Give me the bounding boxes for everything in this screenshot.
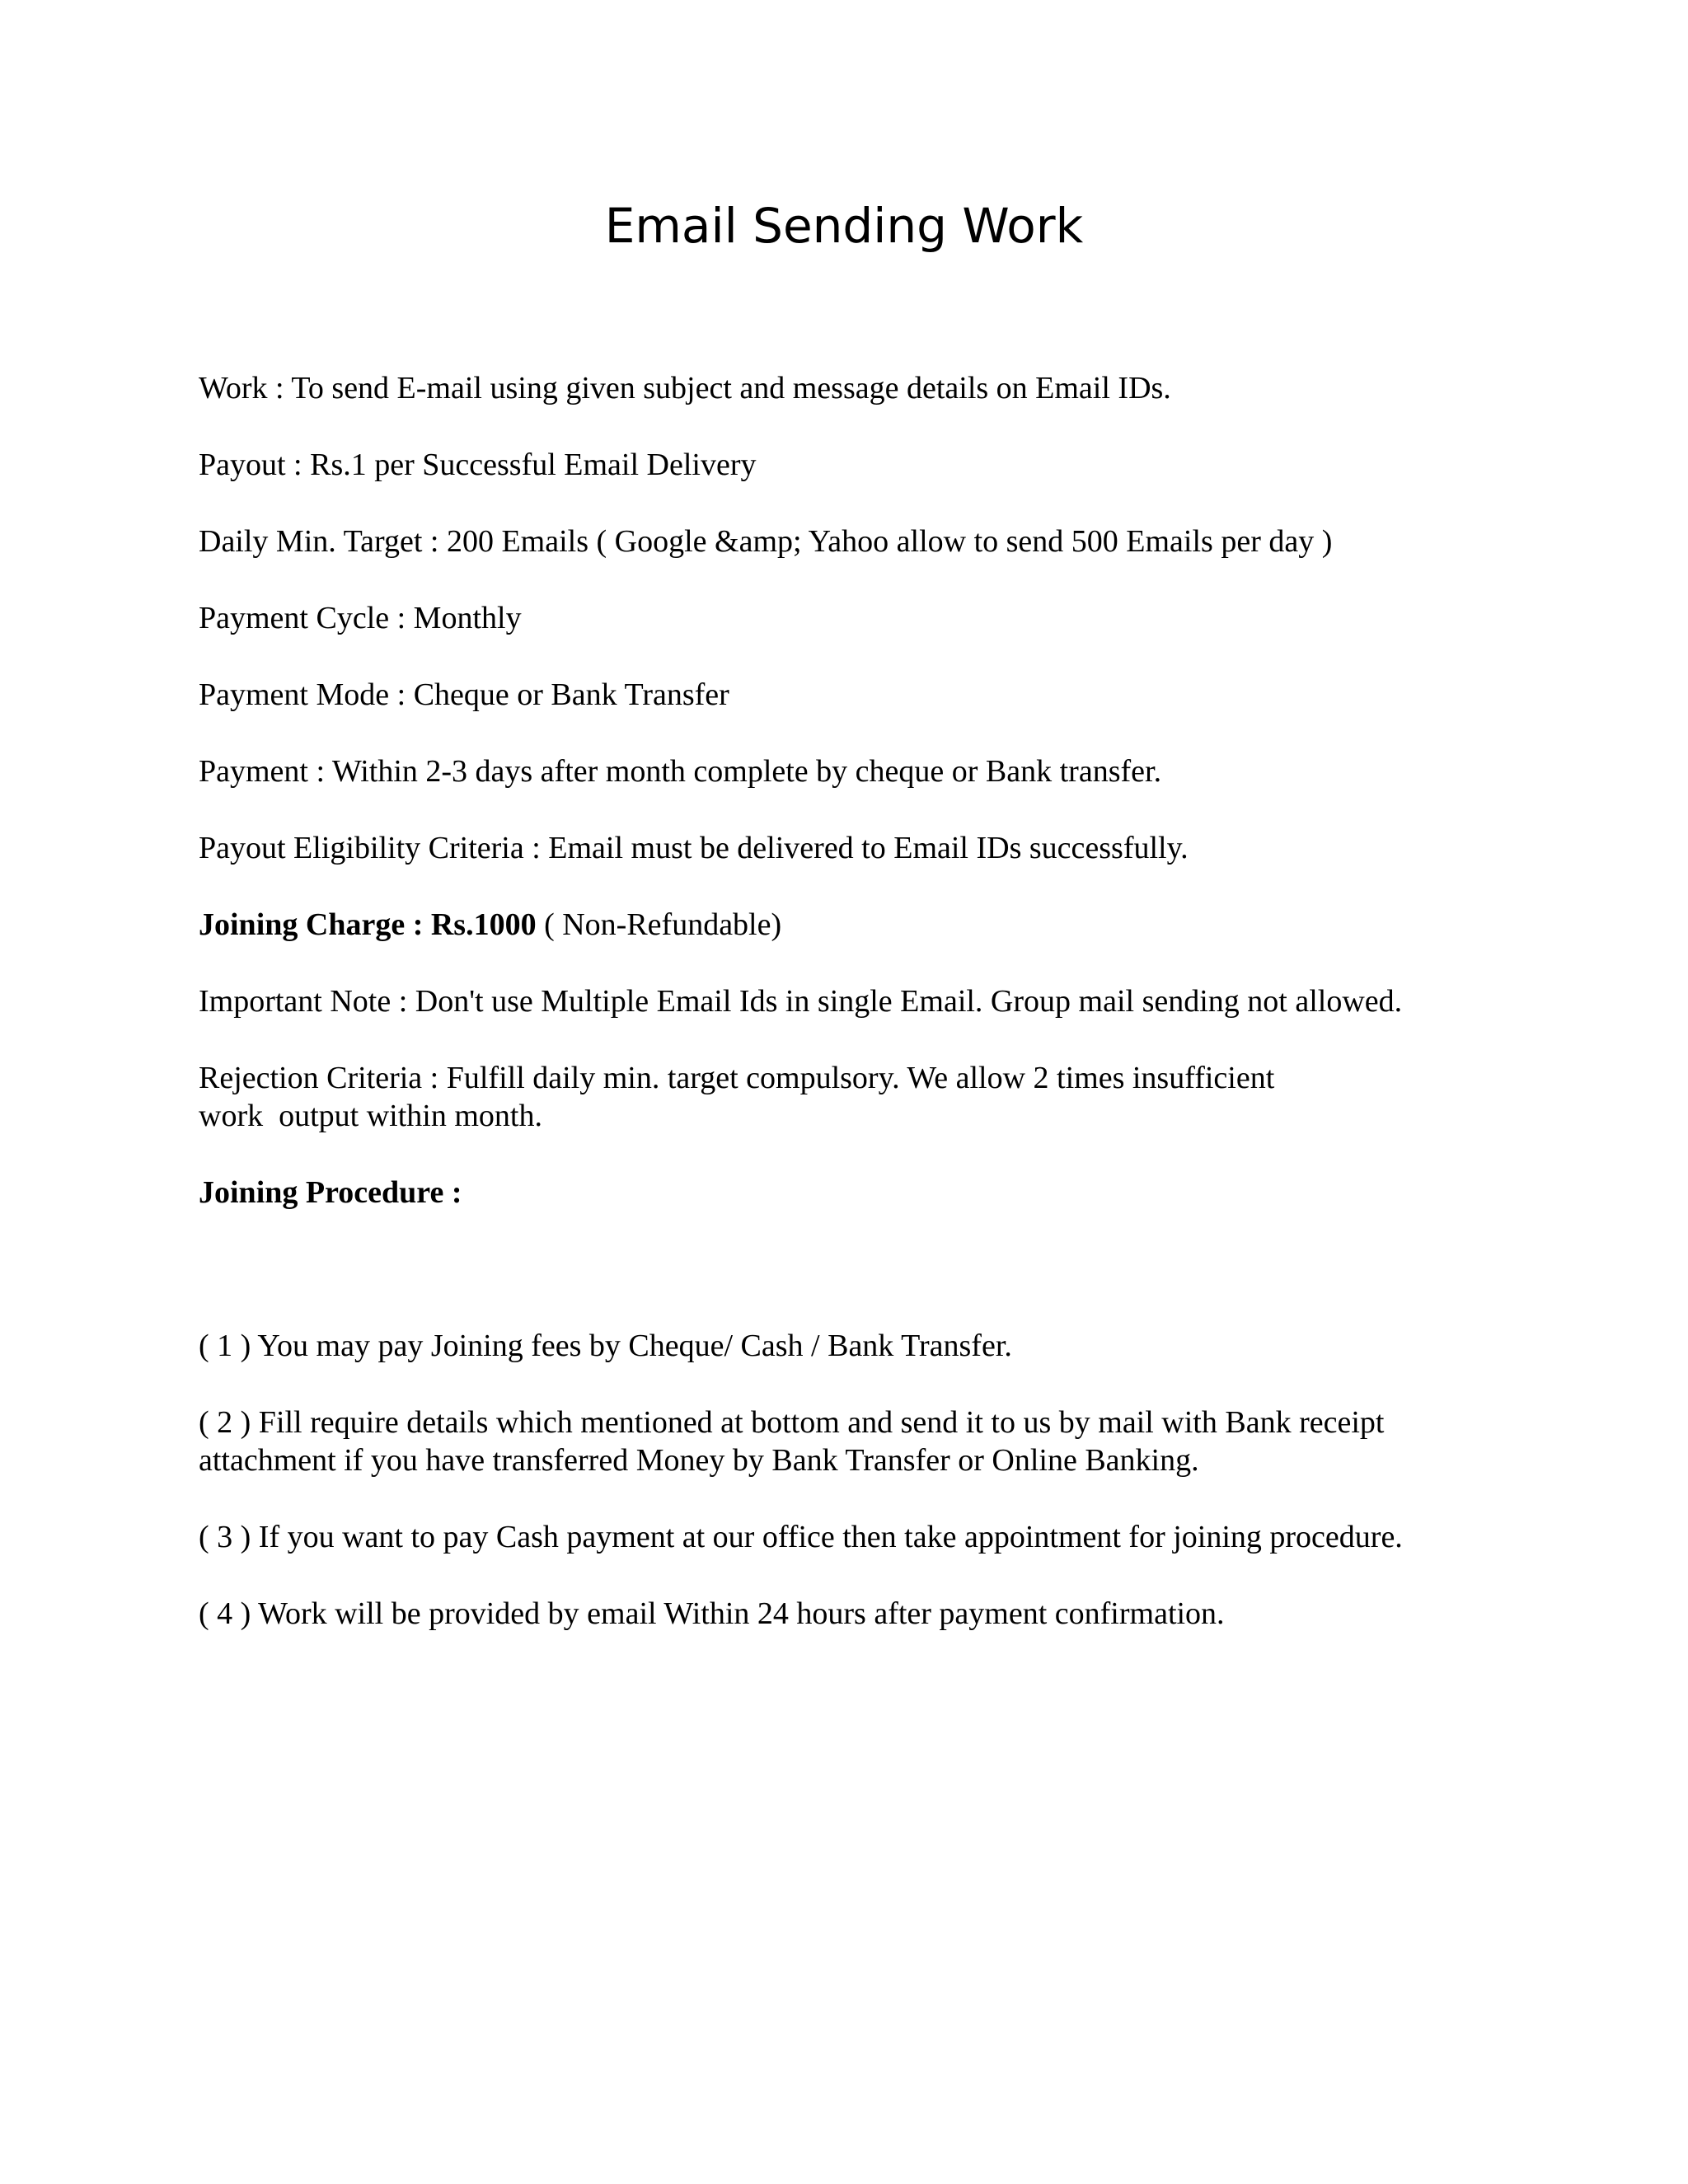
rejection-line-2: work output within month. — [199, 1099, 542, 1133]
procedure-heading: Joining Procedure : — [199, 1175, 462, 1210]
procedure-step-2 — [199, 1404, 1517, 1479]
joining-charge-amount: Joining Charge : Rs.1000 — [199, 907, 537, 942]
document-body — [199, 369, 1517, 1671]
procedure-step-1 — [199, 1327, 1517, 1365]
procedure-step-2-line-1: ( 2 ) Fill require details which mentioned at bottom and send it to us by mail with Bank receipt — [199, 1405, 1385, 1440]
procedure-step-1-text: ( 1 ) You may pay Joining fees by Cheque/ Cash / Bank Transfer. — [199, 1329, 1012, 1363]
detail-daily-target: Daily Min. Target : 200 Emails ( Google &amp; Yahoo allow to send 500 Emails per day ) — [199, 524, 1333, 559]
page-title: Email Sending Work — [604, 198, 1084, 254]
procedure-step-4 — [199, 1595, 1517, 1633]
rejection-line-1: Rejection Criteria : Fulfill daily min. target compulsory. We allow 2 times insufficient — [199, 1061, 1275, 1095]
detail-eligibility: Payout Eligibility Criteria : Email must be delivered to Email IDs successfully. — [199, 831, 1189, 865]
detail-payment-cycle: Payment Cycle : Monthly — [199, 601, 522, 635]
rejection-criteria — [199, 1059, 1517, 1135]
joining-charge-note: ( Non-Refundable) — [536, 907, 782, 942]
section-spacer — [199, 1250, 1517, 1327]
procedure-step-2-line-2: attachment if you have transferred Money by Bank Transfer or Online Banking. — [199, 1443, 1199, 1478]
procedure-step-4-text: ( 4 ) Work will be provided by email Within 24 hours after payment confirmation. — [199, 1596, 1225, 1631]
procedure-step-3-text: ( 3 ) If you want to pay Cash payment at our office then take appointment for joining procedure. — [199, 1520, 1403, 1554]
joining-charge — [199, 906, 1517, 944]
important-note: Important Note : Don't use Multiple Email Ids in single Email. Group mail sending not allowed. — [199, 984, 1403, 1019]
detail-work: Work : To send E-mail using given subject and message details on Email IDs. — [199, 371, 1171, 405]
detail-payment: Payment : Within 2-3 days after month complete by cheque or Bank transfer. — [199, 754, 1162, 789]
detail-payment-mode: Payment Mode : Cheque or Bank Transfer — [199, 677, 729, 712]
detail-payout: Payout : Rs.1 per Successful Email Delivery — [199, 448, 757, 482]
procedure-step-3 — [199, 1518, 1517, 1556]
